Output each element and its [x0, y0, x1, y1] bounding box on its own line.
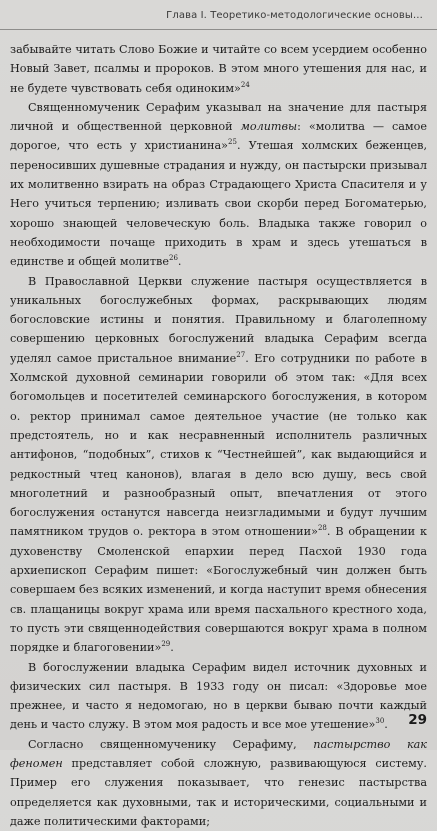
footnote-ref: 29 [161, 640, 171, 649]
body-text [10, 40, 427, 831]
paragraph-3: В Православной Церкви служение пастыря осуществляется в уникальных богослужебных формах, раскрывающих людям богословские истины и понятия. Правильному и благолепному совершению церковных богослужений владыка Серафим всегда уделял самое пристальное внимание$^{27}$. Его сотрудники по работе в Холмской духовной семинарии говорили об этом так: «Для всех богомольцев и посетителей семинарского богослужения, в котором о. ректор принимал самое деятельное участие (не только как предстоятель, но и как несравненный исполнитель различных антифонов, “подобных”, стихов к “Честнейшей”, как выдающийся и редкостный чтец канонов), влагая в дело всю душу, весь свой многолетний и разнообразный опыт, впечатления от этого богослужения останутся навсегда неизгладимыми и будут лучшим памятником трудов о. ректора в этом отношении»$^{28}$. В обращении к духовенству Смоленской епархии перед Пасхой 1930 года архиепископ Серафим пишет: «Богослужебный чин должен быть совершаем без всяких изменений, и когда наступит время обнесения св. плащаницы вокруг храма или время пасхального крестного хода, то пусть эти священнодействия совершаются вокруг храма в полном порядке и благоговении»$^{29}$. [10, 274, 427, 655]
page-number: 29 [408, 712, 427, 728]
footnote-ref: 27 [236, 350, 246, 359]
paragraph-4: В богослужении владыка Серафим видел источник духовных и физических сил пастыря. В 1933 году он писал: «Здоровье мое прежнее, и часто я недомогаю, но в церкви бываю почти каждый день и часто служу. В этом моя радость и все мое утешение»$^{30}$. [10, 660, 427, 732]
header-rule [0, 29, 437, 30]
footnote-ref: 26 [168, 254, 178, 263]
emphasis: молитвы [240, 120, 298, 134]
footnote-ref: 25 [228, 138, 237, 147]
running-header: Глава I. Теоретико-методологические основы… [166, 10, 423, 21]
paragraph-5: Согласно священномученику Серафиму, пастырство как феномен представляет собой сложную, развивающуюся систему. Пример его служения показывает, что генезис пастырства определяется как духовными, так и историческими, социальными и даже политическими факторами; [10, 737, 427, 828]
footnote-ref: 30 [375, 717, 385, 726]
paragraph-1: забывайте читать Слово Божие и читайте со всем усердием особенно Новый Завет, псалмы и пророков. В этом много утешения для нас, и не будете чувствовать себя одиноким»$^{24}$ [10, 43, 427, 95]
footnote-ref: 28 [317, 524, 327, 533]
paragraph-2: Священномученик Серафим указывал на значение для пастыря личной и общественной церковной молитвы: «молитва — самое дорогое, что есть у христианина»$^{25}$. Утешая холмских беженцев, переносивших душевные страдания и нужду, он пастырски призывал их молитвенно взирать на образ Страдающего Христа Спасителя и у Него учиться терпению; изливать свои скорби перед Богоматерью, хорошо знающей человеческую боль. Владыка также говорил о необходимости почаще приходить в храм и здесь утешаться в единстве и общей молитве$^{26}$. [10, 100, 427, 269]
emphasis: пастырство как феномен [10, 737, 427, 770]
footnote-ref: 24 [240, 80, 250, 89]
